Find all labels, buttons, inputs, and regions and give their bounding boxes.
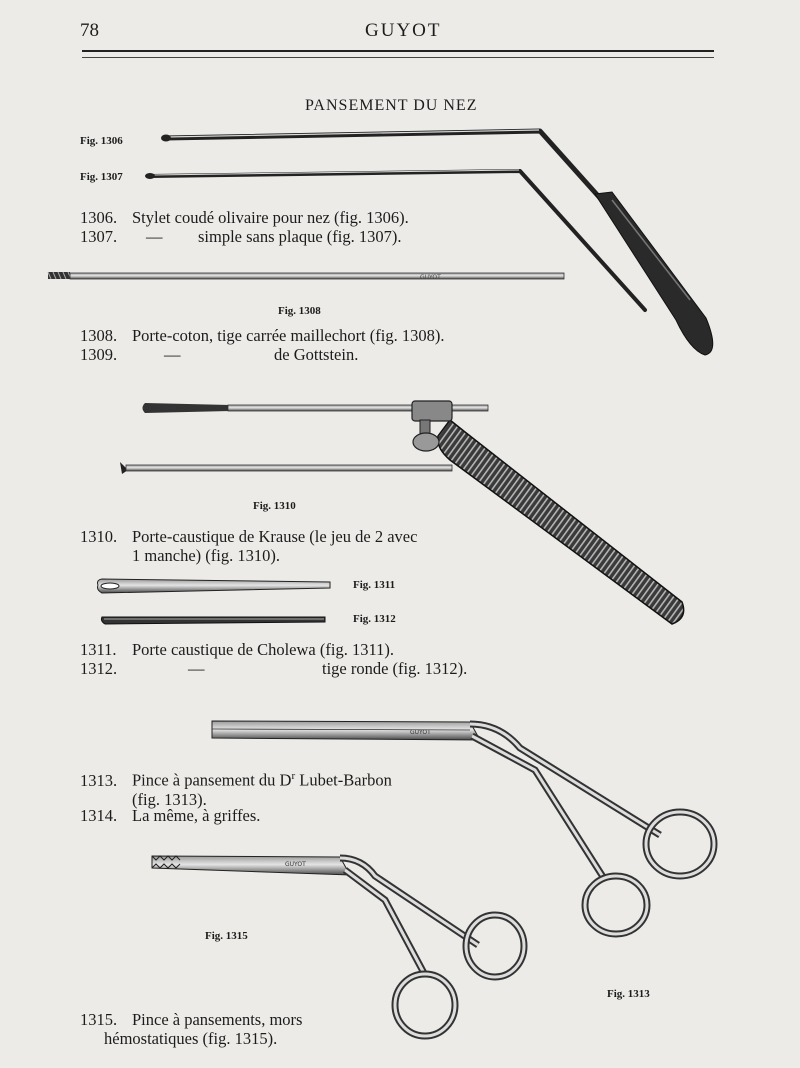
caustic-carrier-1312 (101, 617, 325, 624)
entry-1312 (80, 659, 467, 678)
running-title: GUYOT (365, 20, 442, 41)
entry-text-continued: hémostatiques (fig. 1315). (104, 1029, 278, 1048)
cotton-carrier-1308 (48, 272, 564, 281)
stamp: GUYOT (285, 861, 306, 868)
entry-1313 (80, 767, 392, 809)
entry-number: 1314. (80, 806, 118, 825)
figure-label-1306: Fig. 1306 (80, 135, 123, 147)
entry-1311 (80, 640, 394, 659)
entry-number: 1308. (80, 326, 118, 345)
entry-text: simple sans plaque (fig. 1307). (198, 227, 402, 246)
forceps-1315 (152, 856, 524, 1036)
page-number: 78 (80, 20, 99, 41)
entry-1310 (80, 527, 417, 565)
entry-text: Porte-coton, tige carrée maillechort (fig. 1308). (132, 326, 445, 345)
entry-number: 1309. (80, 345, 118, 364)
entry-text: de Gottstein. (274, 345, 359, 364)
figure-label-1313: Fig. 1313 (607, 988, 650, 1000)
forceps-1313 (212, 721, 714, 934)
entry-number: 1312. (80, 659, 118, 678)
entry-1315 (80, 1010, 302, 1048)
entry-number: 1311. (80, 640, 117, 659)
caustic-carrier-1311 (98, 579, 331, 593)
entry-1307 (80, 227, 401, 246)
entry-text: Stylet coudé olivaire pour nez (fig. 1306). (132, 208, 409, 227)
figure-label-1307: Fig. 1307 (80, 171, 123, 183)
stamp: GUYOT (420, 274, 441, 281)
figure-label-1315: Fig. 1315 (205, 930, 248, 942)
entry-text: tige ronde (fig. 1312). (322, 659, 468, 678)
figure-label-1312: Fig. 1312 (353, 613, 396, 625)
entry-text-after: Lubet-Barbon (295, 770, 392, 790)
ditto-dash: — (146, 227, 163, 246)
entry-text-continued: 1 manche) (fig. 1310). (132, 546, 280, 565)
entry-1308 (80, 326, 444, 345)
entry-number: 1307. (80, 227, 118, 246)
entry-number: 1315. (80, 1010, 118, 1029)
entry-number: 1310. (80, 527, 118, 546)
section-title: PANSEMENT DU NEZ (305, 97, 478, 114)
superscript: r (291, 770, 296, 782)
stamp: GUYOT (410, 729, 431, 736)
entry-1309 (80, 345, 358, 364)
ditto-dash: — (164, 345, 181, 364)
entry-text: Porte caustique de Cholewa (fig. 1311). (132, 640, 394, 659)
entry-number: 1313. (80, 770, 118, 790)
entry-number: 1306. (80, 208, 118, 227)
figure-label-1311: Fig. 1311 (353, 579, 396, 591)
entry-1314 (80, 806, 260, 825)
figure-label-1308: Fig. 1308 (278, 305, 321, 317)
entry-text-continued: (fig. 1313). (132, 789, 207, 809)
figure-label-1310: Fig. 1310 (253, 500, 296, 512)
entry-text: Pince à pansement du D (132, 770, 292, 790)
ditto-dash: — (188, 659, 205, 678)
entry-text: Porte-caustique de Krause (le jeu de 2 avec (132, 527, 418, 546)
entry-text: La même, à griffes. (132, 806, 261, 825)
entry-text: Pince à pansements, mors (132, 1010, 303, 1029)
entry-1306 (80, 208, 409, 227)
